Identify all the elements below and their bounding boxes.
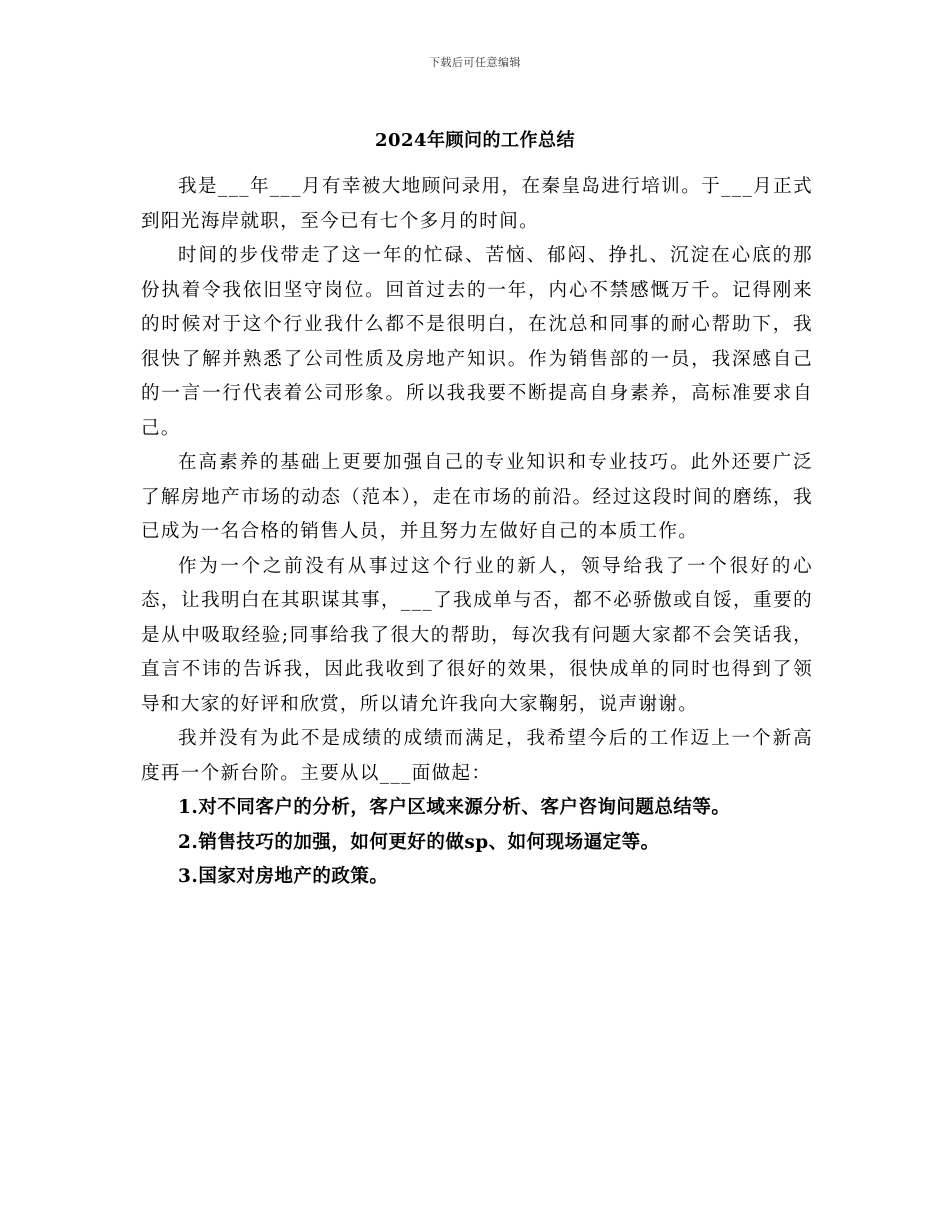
paragraph-skills: 在高素养的基础上更要加强自己的专业知识和专业技巧。此外还要广泛了解房地产市场的动态（范本），走在市场的前沿。经过这段时间的磨练，我已成为一名合格的销售人员，并且努力左做好自己的本质工作。 (141, 452, 813, 542)
header-note: 下载后可任意编辑 (429, 56, 521, 69)
document-body (141, 170, 813, 895)
list-item-sales-skills: 2.销售技巧的加强，如何更好的做sp、如何现场逼定等。 (178, 831, 660, 853)
paragraph-goals: 我并没有为此不是成绩的成绩而满足，我希望今后的工作迈上一个新高度再一个新台阶。主要从以___面做起： (141, 728, 813, 784)
list-item-customer-analysis: 1.对不同客户的分析，客户区域来源分析、客户咨询问题总结等。 (178, 797, 731, 818)
paragraph-intro: 我是___年___月有幸被大地顾问录用，在秦皇岛进行培训。于___月正式到阳光海岸就职，至今已有七个多月的时间。 (141, 176, 813, 232)
list-item-policy: 3.国家对房地产的政策。 (178, 866, 389, 887)
paragraph-reflection: 时间的步伐带走了这一年的忙碌、苦恼、郁闷、挣扎、沉淀在心底的那份执着令我依旧坚守岗位。回首过去的一年，内心不禁感慨万千。记得刚来的时候对于这个行业我什么都不是很明白，在沈总和同事的耐心帮助下，我很快了解并熟悉了公司性质及房地产知识。作为销售部的一员，我深感自己的一言一行代表着公司形象。所以我我要不断提高自身素养，高标准要求自己。 (141, 245, 813, 439)
document-title: 2024年顾问的工作总结 (374, 130, 576, 151)
paragraph-gratitude: 作为一个之前没有从事过这个行业的新人，领导给我了一个很好的心态，让我明白在其职谋其事，___了我成单与否，都不必骄傲或自馁，重要的是从中吸取经验;同事给我了很大的帮助，每次我有问题大家都不会笑话我，直言不讳的告诉我，因此我收到了很好的效果，很快成单的同时也得到了领导和大家的好评和欣赏，所以请允许我向大家鞠躬，说声谢谢。 (141, 555, 813, 715)
